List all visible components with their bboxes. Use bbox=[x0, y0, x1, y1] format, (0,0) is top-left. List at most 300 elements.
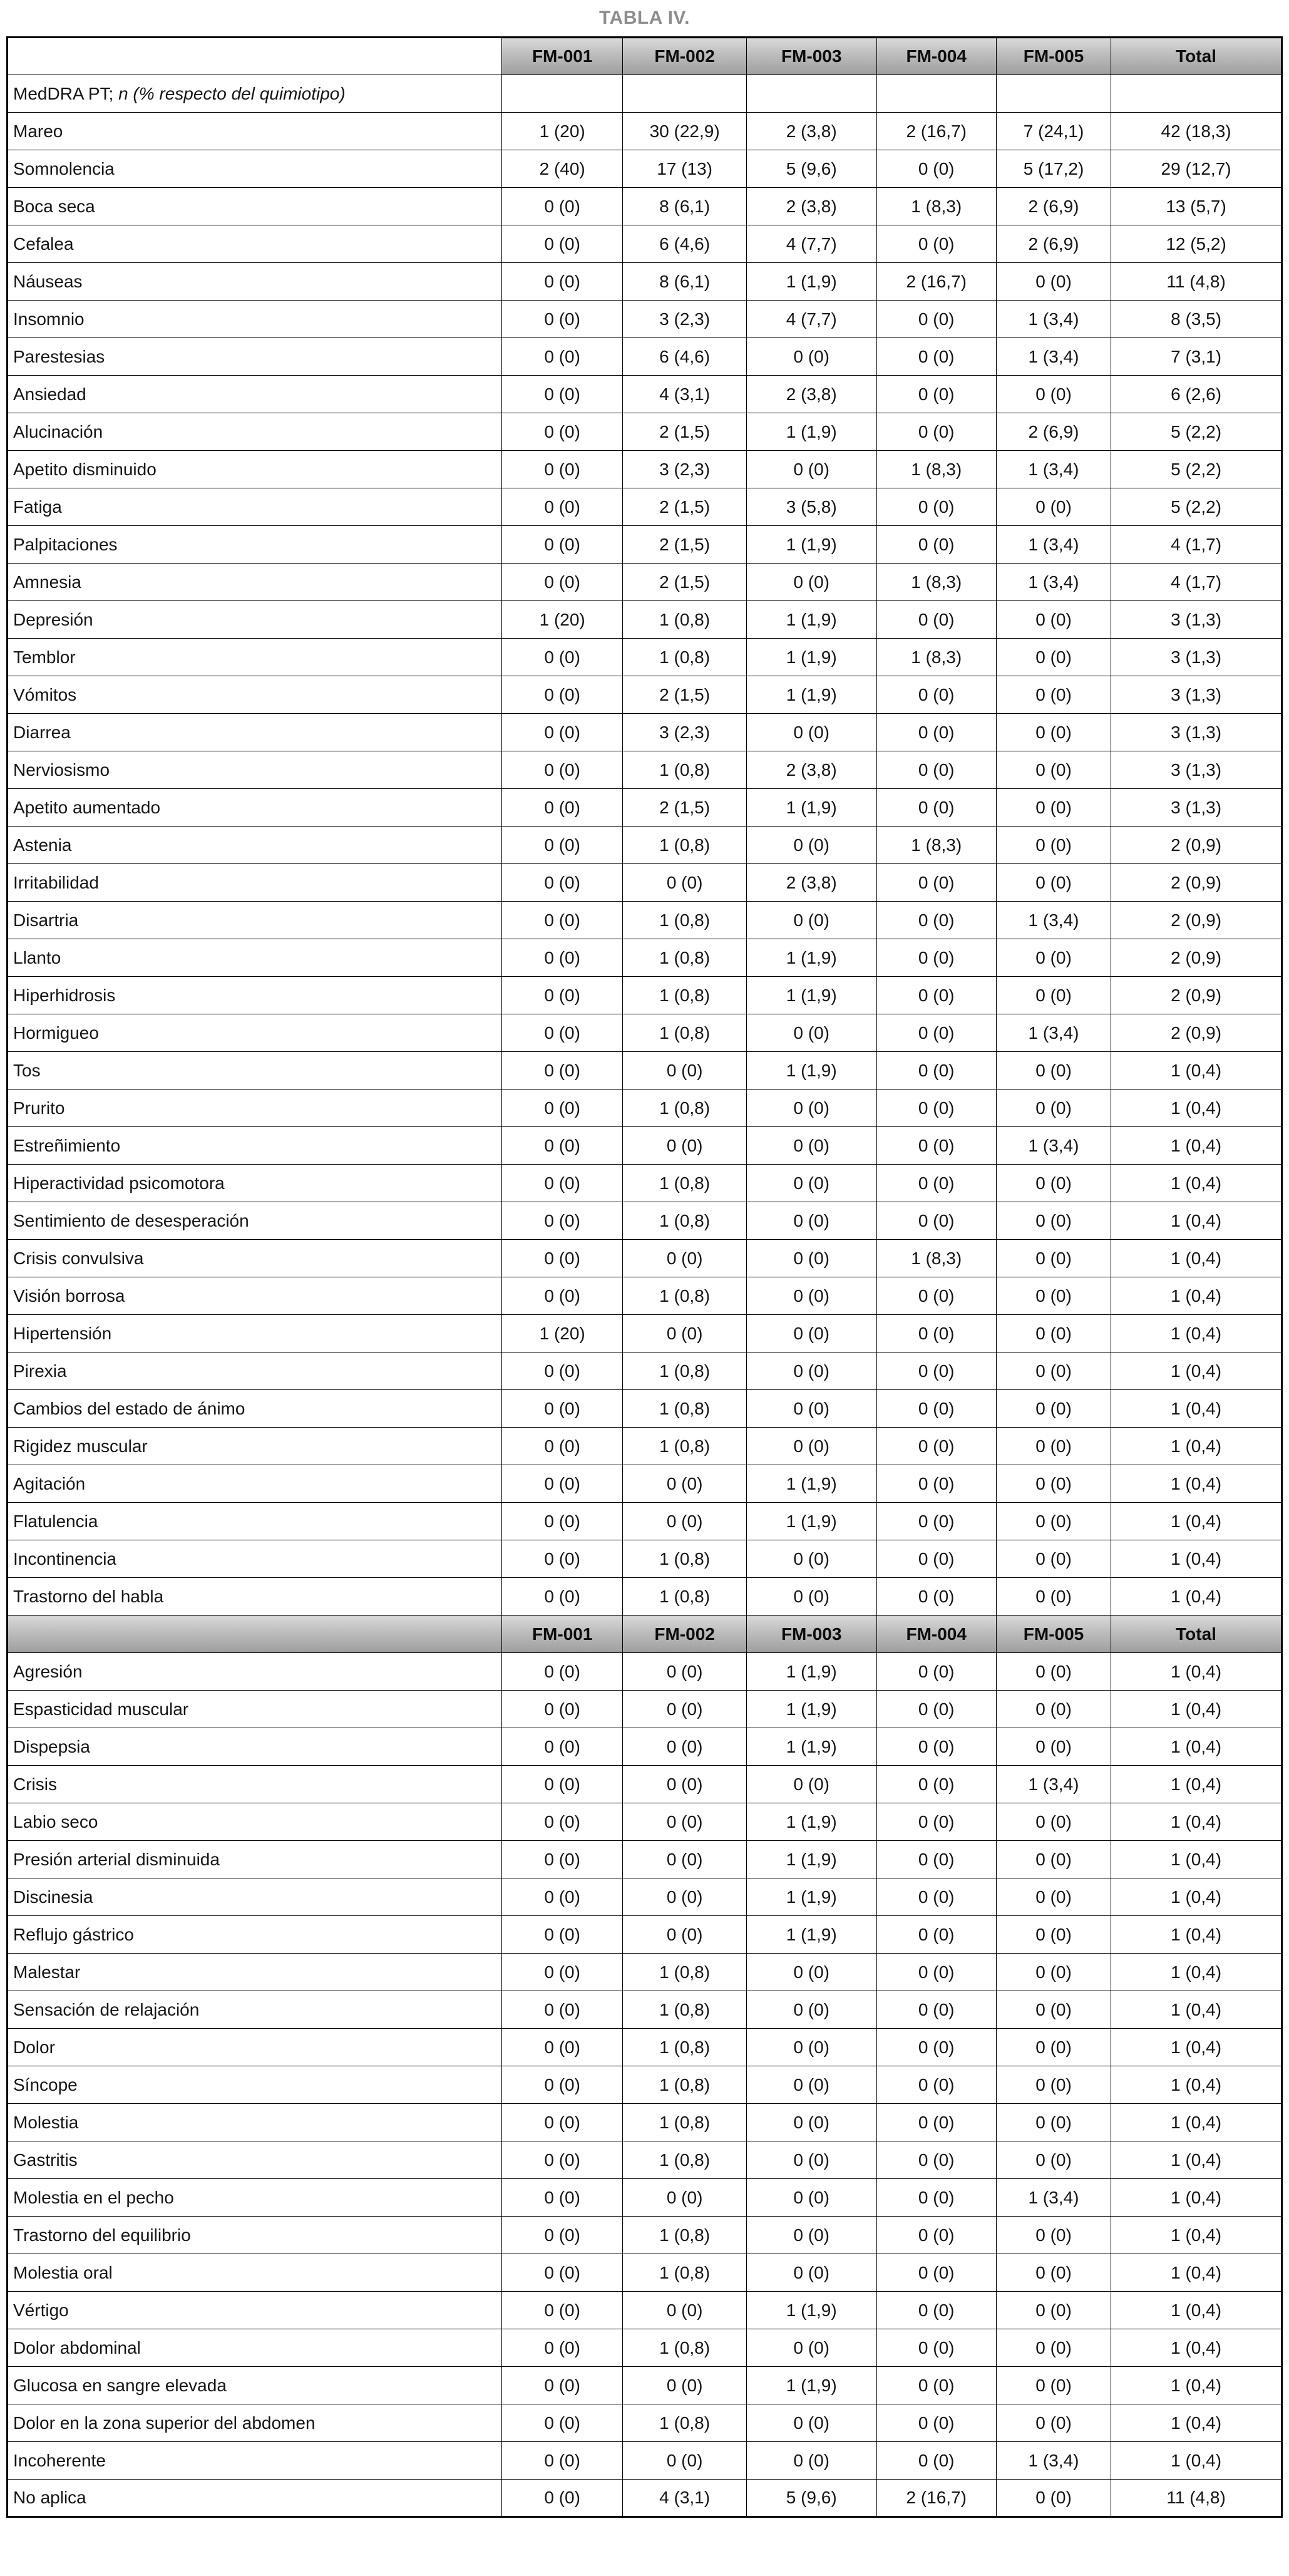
row-label: Labio seco bbox=[8, 1803, 502, 1841]
table-row bbox=[8, 2442, 1282, 2480]
subheader-plain-text: MedDRA PT; bbox=[13, 83, 114, 103]
cell-value: 0 (0) bbox=[876, 789, 996, 827]
cell-value: 12 (5,2) bbox=[1111, 225, 1282, 263]
cell-value: 1 (0,8) bbox=[623, 939, 746, 977]
corner-cell bbox=[8, 1615, 502, 1653]
cell-value: 1 (0,4) bbox=[1111, 2066, 1282, 2104]
cell-value: 4 (3,1) bbox=[623, 376, 746, 413]
row-label: Fatiga bbox=[8, 488, 502, 526]
cell-value: 0 (0) bbox=[746, 1127, 876, 1165]
table-row bbox=[8, 751, 1282, 789]
cell-value: 0 (0) bbox=[501, 1540, 622, 1578]
table-row bbox=[8, 564, 1282, 601]
cell-value: 1 (0,8) bbox=[623, 1991, 746, 2029]
cell-value: 0 (0) bbox=[876, 1315, 996, 1352]
table-row bbox=[8, 376, 1282, 413]
cell-value: 0 (0) bbox=[996, 488, 1111, 526]
cell-value: 0 (0) bbox=[996, 2141, 1111, 2179]
cell-value: 0 (0) bbox=[876, 1014, 996, 1052]
cell-value: 2 (0,9) bbox=[1111, 939, 1282, 977]
table-row bbox=[8, 1202, 1282, 1240]
cell-value: 0 (0) bbox=[501, 1352, 622, 1390]
cell-value: 0 (0) bbox=[501, 1578, 622, 1615]
cell-value: 5 (9,6) bbox=[746, 150, 876, 188]
table-row bbox=[8, 1240, 1282, 1277]
table-row bbox=[8, 639, 1282, 676]
cell-value: 1 (1,9) bbox=[746, 676, 876, 714]
cell-value: 2 (1,5) bbox=[623, 526, 746, 564]
cell-value: 0 (0) bbox=[876, 1954, 996, 1991]
cell-value: 0 (0) bbox=[996, 1390, 1111, 1428]
corner-cell bbox=[8, 38, 502, 75]
cell-value: 0 (0) bbox=[623, 1653, 746, 1691]
column-header-fm-005: FM-005 bbox=[996, 1615, 1111, 1653]
table-row bbox=[8, 1165, 1282, 1202]
cell-value: 1 (0,8) bbox=[623, 1954, 746, 1991]
cell-value: 0 (0) bbox=[501, 1390, 622, 1428]
cell-value: 1 (3,4) bbox=[996, 2179, 1111, 2217]
cell-value: 1 (3,4) bbox=[996, 451, 1111, 488]
cell-value: 3 (1,3) bbox=[1111, 714, 1282, 751]
table-row bbox=[8, 451, 1282, 488]
cell-value: 0 (0) bbox=[746, 1352, 876, 1390]
table-row bbox=[8, 526, 1282, 564]
cell-value: 8 (6,1) bbox=[623, 263, 746, 301]
table-row bbox=[8, 2029, 1282, 2066]
column-header-fm-002: FM-002 bbox=[623, 38, 746, 75]
cell-value: 2 (3,8) bbox=[746, 376, 876, 413]
row-label: Agitación bbox=[8, 1465, 502, 1503]
column-header-row bbox=[8, 1615, 1282, 1653]
cell-value: 0 (0) bbox=[746, 338, 876, 376]
cell-value: 6 (4,6) bbox=[623, 225, 746, 263]
row-label: Cefalea bbox=[8, 225, 502, 263]
cell-value: 1 (1,9) bbox=[746, 1465, 876, 1503]
table-row bbox=[8, 263, 1282, 301]
cell-value: 0 (0) bbox=[501, 1954, 622, 1991]
cell-value: 7 (3,1) bbox=[1111, 338, 1282, 376]
cell-value: 0 (0) bbox=[876, 2217, 996, 2254]
cell-value: 0 (0) bbox=[996, 827, 1111, 864]
row-label: Somnolencia bbox=[8, 150, 502, 188]
cell-value: 0 (0) bbox=[501, 564, 622, 601]
cell-value: 1 (8,3) bbox=[876, 827, 996, 864]
cell-value: 0 (0) bbox=[501, 225, 622, 263]
cell-value: 0 (0) bbox=[996, 1691, 1111, 1728]
cell-value: 1 (0,4) bbox=[1111, 1916, 1282, 1954]
cell-value: 0 (0) bbox=[746, 902, 876, 939]
cell-value: 0 (0) bbox=[501, 451, 622, 488]
cell-value: 0 (0) bbox=[501, 1090, 622, 1127]
cell-value: 2 (1,5) bbox=[623, 676, 746, 714]
row-label: Palpitaciones bbox=[8, 526, 502, 564]
cell-value: 1 (0,4) bbox=[1111, 2029, 1282, 2066]
cell-value: 1 (0,4) bbox=[1111, 1954, 1282, 1991]
cell-value: 0 (0) bbox=[876, 1390, 996, 1428]
cell-value: 0 (0) bbox=[876, 1803, 996, 1841]
cell-value: 0 (0) bbox=[501, 1916, 622, 1954]
cell-value: 1 (0,4) bbox=[1111, 1090, 1282, 1127]
cell-value: 1 (8,3) bbox=[876, 564, 996, 601]
cell-value: 1 (1,9) bbox=[746, 2367, 876, 2404]
cell-value: 1 (0,8) bbox=[623, 601, 746, 639]
row-label: Pirexia bbox=[8, 1352, 502, 1390]
cell-value: 1 (0,8) bbox=[623, 977, 746, 1014]
cell-value: 0 (0) bbox=[746, 714, 876, 751]
cell-value: 1 (3,4) bbox=[996, 1766, 1111, 1803]
cell-value: 17 (13) bbox=[623, 150, 746, 188]
cell-value: 2 (3,8) bbox=[746, 864, 876, 902]
cell-value: 0 (0) bbox=[746, 1240, 876, 1277]
cell-value: 0 (0) bbox=[501, 301, 622, 338]
cell-value: 0 (0) bbox=[996, 1428, 1111, 1465]
row-label: Náuseas bbox=[8, 263, 502, 301]
table-row bbox=[8, 2104, 1282, 2141]
row-label: Depresión bbox=[8, 601, 502, 639]
cell-value: 42 (18,3) bbox=[1111, 113, 1282, 150]
row-label: Dispepsia bbox=[8, 1728, 502, 1766]
cell-value: 2 (16,7) bbox=[876, 263, 996, 301]
cell-value: 0 (0) bbox=[876, 2292, 996, 2329]
column-header-total: Total bbox=[1111, 1615, 1282, 1653]
cell-value: 0 (0) bbox=[501, 1991, 622, 2029]
cell-value: 5 (2,2) bbox=[1111, 413, 1282, 451]
table-row bbox=[8, 1390, 1282, 1428]
row-label: Vómitos bbox=[8, 676, 502, 714]
row-label: Molestia oral bbox=[8, 2254, 502, 2292]
row-label: Ansiedad bbox=[8, 376, 502, 413]
cell-value: 0 (0) bbox=[996, 1916, 1111, 1954]
cell-value: 1 (1,9) bbox=[746, 1052, 876, 1090]
cell-value: 0 (0) bbox=[996, 751, 1111, 789]
cell-value: 0 (0) bbox=[746, 1277, 876, 1315]
cell-value: 0 (0) bbox=[876, 1653, 996, 1691]
row-label: Agresión bbox=[8, 1653, 502, 1691]
row-label: Incoherente bbox=[8, 2442, 502, 2480]
cell-value: 0 (0) bbox=[876, 1540, 996, 1578]
cell-value: 0 (0) bbox=[996, 1578, 1111, 1615]
cell-value: 0 (0) bbox=[996, 1653, 1111, 1691]
cell-value: 0 (0) bbox=[876, 601, 996, 639]
row-label: Gastritis bbox=[8, 2141, 502, 2179]
table-row bbox=[8, 488, 1282, 526]
table-row bbox=[8, 714, 1282, 751]
cell-value: 0 (0) bbox=[501, 864, 622, 902]
column-header-fm-003: FM-003 bbox=[746, 1615, 876, 1653]
cell-value: 1 (0,8) bbox=[623, 1202, 746, 1240]
cell-value: 1 (0,4) bbox=[1111, 1428, 1282, 1465]
row-label: Astenia bbox=[8, 827, 502, 864]
cell-value: 2 (0,9) bbox=[1111, 902, 1282, 939]
cell-value: 1 (1,9) bbox=[746, 1728, 876, 1766]
cell-value: 2 (0,9) bbox=[1111, 864, 1282, 902]
cell-value: 0 (0) bbox=[876, 1277, 996, 1315]
cell-value: 0 (0) bbox=[501, 338, 622, 376]
table-row bbox=[8, 1653, 1282, 1691]
cell-value: 1 (0,4) bbox=[1111, 1728, 1282, 1766]
table-row bbox=[8, 188, 1282, 225]
cell-value: 0 (0) bbox=[876, 2029, 996, 2066]
cell-value: 0 (0) bbox=[501, 2104, 622, 2141]
cell-value: 0 (0) bbox=[501, 902, 622, 939]
table-row bbox=[8, 338, 1282, 376]
cell-value: 2 (1,5) bbox=[623, 564, 746, 601]
cell-value: 1 (3,4) bbox=[996, 564, 1111, 601]
cell-value: 1 (0,4) bbox=[1111, 2104, 1282, 2141]
cell-value: 1 (1,9) bbox=[746, 526, 876, 564]
row-label: Cambios del estado de ánimo bbox=[8, 1390, 502, 1428]
cell-value: 0 (0) bbox=[876, 2329, 996, 2367]
table-row bbox=[8, 1052, 1282, 1090]
table-row bbox=[8, 1878, 1282, 1916]
cell-value: 3 (2,3) bbox=[623, 451, 746, 488]
cell-value: 1 (0,8) bbox=[623, 1090, 746, 1127]
cell-value: 1 (0,8) bbox=[623, 751, 746, 789]
cell-value: 0 (0) bbox=[876, 2104, 996, 2141]
cell-value: 2 (6,9) bbox=[996, 225, 1111, 263]
cell-value: 0 (0) bbox=[501, 1165, 622, 1202]
table-row bbox=[8, 1803, 1282, 1841]
row-label: Alucinación bbox=[8, 413, 502, 451]
cell-value: 1 (0,4) bbox=[1111, 1803, 1282, 1841]
cell-value: 1 (3,4) bbox=[996, 1127, 1111, 1165]
cell-value: 0 (0) bbox=[501, 1878, 622, 1916]
cell-value: 0 (0) bbox=[996, 1954, 1111, 1991]
cell-value: 0 (0) bbox=[996, 1728, 1111, 1766]
row-label: Molestia bbox=[8, 2104, 502, 2141]
cell-value: 0 (0) bbox=[501, 1240, 622, 1277]
cell-value: 5 (2,2) bbox=[1111, 451, 1282, 488]
cell-value: 30 (22,9) bbox=[623, 113, 746, 150]
table-row bbox=[8, 113, 1282, 150]
cell-value: 11 (4,8) bbox=[1111, 2480, 1282, 2517]
cell-value: 0 (0) bbox=[501, 1428, 622, 1465]
cell-value: 3 (1,3) bbox=[1111, 751, 1282, 789]
cell-value: 4 (7,7) bbox=[746, 225, 876, 263]
cell-value: 0 (0) bbox=[876, 1428, 996, 1465]
cell-value: 0 (0) bbox=[996, 1465, 1111, 1503]
cell-value: 1 (1,9) bbox=[746, 1841, 876, 1878]
cell-value: 2 (6,9) bbox=[996, 413, 1111, 451]
table-row bbox=[8, 2066, 1282, 2104]
cell-value: 0 (0) bbox=[876, 1578, 996, 1615]
cell-value: 5 (9,6) bbox=[746, 2480, 876, 2517]
cell-value: 1 (1,9) bbox=[746, 1691, 876, 1728]
row-label: Insomnio bbox=[8, 301, 502, 338]
cell-value: 0 (0) bbox=[876, 1127, 996, 1165]
column-header-fm-002: FM-002 bbox=[623, 1615, 746, 1653]
cell-value: 0 (0) bbox=[996, 1240, 1111, 1277]
cell-value: 0 (0) bbox=[501, 1766, 622, 1803]
cell-value: 1 (0,8) bbox=[623, 2141, 746, 2179]
cell-value: 1 (0,4) bbox=[1111, 1127, 1282, 1165]
cell-value: 2 (0,9) bbox=[1111, 1014, 1282, 1052]
cell-value: 0 (0) bbox=[501, 1691, 622, 1728]
table-row bbox=[8, 977, 1282, 1014]
cell-value: 1 (3,4) bbox=[996, 301, 1111, 338]
row-label: Glucosa en sangre elevada bbox=[8, 2367, 502, 2404]
cell-value: 0 (0) bbox=[996, 639, 1111, 676]
cell-value: 1 (0,4) bbox=[1111, 1352, 1282, 1390]
table-row bbox=[8, 1352, 1282, 1390]
table-row bbox=[8, 1916, 1282, 1954]
table-row bbox=[8, 301, 1282, 338]
cell-value: 2 (0,9) bbox=[1111, 977, 1282, 1014]
cell-value: 5 (17,2) bbox=[996, 150, 1111, 188]
cell-value: 0 (0) bbox=[876, 2179, 996, 2217]
row-label: Rigidez muscular bbox=[8, 1428, 502, 1465]
column-header-total: Total bbox=[1111, 38, 1282, 75]
cell-value: 0 (0) bbox=[876, 939, 996, 977]
cell-value: 2 (0,9) bbox=[1111, 827, 1282, 864]
cell-value: 0 (0) bbox=[501, 2442, 622, 2480]
cell-value: 1 (0,4) bbox=[1111, 1277, 1282, 1315]
row-label: Trastorno del habla bbox=[8, 1578, 502, 1615]
cell-value: 1 (1,9) bbox=[746, 639, 876, 676]
cell-value: 2 (6,9) bbox=[996, 188, 1111, 225]
cell-value: 1 (0,4) bbox=[1111, 2254, 1282, 2292]
table-row bbox=[8, 1465, 1282, 1503]
cell-value: 1 (1,9) bbox=[746, 1878, 876, 1916]
cell-value: 0 (0) bbox=[746, 451, 876, 488]
row-label: Dolor abdominal bbox=[8, 2329, 502, 2367]
cell-value: 1 (0,4) bbox=[1111, 2217, 1282, 2254]
cell-value: 0 (0) bbox=[996, 2254, 1111, 2292]
cell-value: 0 (0) bbox=[876, 1352, 996, 1390]
cell-value: 0 (0) bbox=[501, 2217, 622, 2254]
column-header-fm-003: FM-003 bbox=[746, 38, 876, 75]
cell-value: 0 (0) bbox=[876, 1766, 996, 1803]
row-label: Irritabilidad bbox=[8, 864, 502, 902]
table-row bbox=[8, 1090, 1282, 1127]
cell-value: 0 (0) bbox=[746, 2254, 876, 2292]
cell-value: 0 (0) bbox=[746, 2066, 876, 2104]
cell-value: 0 (0) bbox=[876, 376, 996, 413]
cell-value: 0 (0) bbox=[501, 714, 622, 751]
subheader-italic-text: n (% respecto del quimiotipo) bbox=[118, 83, 346, 103]
cell-value: 29 (12,7) bbox=[1111, 150, 1282, 188]
cell-value: 0 (0) bbox=[746, 1090, 876, 1127]
cell-value: 1 (1,9) bbox=[746, 789, 876, 827]
cell-value: 0 (0) bbox=[876, 1165, 996, 1202]
table-row bbox=[8, 1315, 1282, 1352]
cell-value: 0 (0) bbox=[623, 1240, 746, 1277]
cell-value: 0 (0) bbox=[876, 864, 996, 902]
cell-value: 0 (0) bbox=[623, 1315, 746, 1352]
cell-value: 0 (0) bbox=[876, 413, 996, 451]
cell-value: 1 (0,4) bbox=[1111, 1240, 1282, 1277]
cell-value: 1 (0,4) bbox=[1111, 1165, 1282, 1202]
column-header-fm-004: FM-004 bbox=[876, 1615, 996, 1653]
row-label: Flatulencia bbox=[8, 1503, 502, 1540]
cell-value: 2 (3,8) bbox=[746, 113, 876, 150]
cell-value: 4 (1,7) bbox=[1111, 564, 1282, 601]
cell-value: 0 (0) bbox=[623, 2179, 746, 2217]
row-label: Disartria bbox=[8, 902, 502, 939]
cell-value: 0 (0) bbox=[996, 977, 1111, 1014]
cell-value: 0 (0) bbox=[876, 1916, 996, 1954]
cell-value: 0 (0) bbox=[746, 1766, 876, 1803]
cell-value: 0 (0) bbox=[996, 2066, 1111, 2104]
cell-value: 1 (0,4) bbox=[1111, 2367, 1282, 2404]
cell-value: 0 (0) bbox=[746, 2442, 876, 2480]
cell-value: 0 (0) bbox=[876, 2404, 996, 2442]
table-row bbox=[8, 864, 1282, 902]
cell-value: 0 (0) bbox=[501, 977, 622, 1014]
cell-value: 0 (0) bbox=[746, 2104, 876, 2141]
cell-value: 0 (0) bbox=[996, 1540, 1111, 1578]
table-row bbox=[8, 2254, 1282, 2292]
cell-value: 0 (0) bbox=[501, 263, 622, 301]
cell-value: 1 (0,4) bbox=[1111, 1315, 1282, 1352]
cell-value: 1 (8,3) bbox=[876, 1240, 996, 1277]
row-label: Dolor bbox=[8, 2029, 502, 2066]
cell-value: 6 (4,6) bbox=[623, 338, 746, 376]
cell-value: 0 (0) bbox=[876, 1465, 996, 1503]
cell-value: 0 (0) bbox=[876, 2442, 996, 2480]
cell-value: 0 (0) bbox=[623, 1465, 746, 1503]
table-row bbox=[8, 789, 1282, 827]
cell-value: 0 (0) bbox=[501, 1202, 622, 1240]
cell-value: 0 (0) bbox=[996, 1315, 1111, 1352]
subheader-row bbox=[8, 75, 1282, 113]
cell-value: 0 (0) bbox=[501, 676, 622, 714]
cell-value: 0 (0) bbox=[996, 2292, 1111, 2329]
cell-value: 0 (0) bbox=[996, 714, 1111, 751]
cell-value: 1 (0,8) bbox=[623, 1540, 746, 1578]
cell-value: 1 (8,3) bbox=[876, 639, 996, 676]
cell-value: 1 (0,4) bbox=[1111, 1540, 1282, 1578]
cell-value: 1 (0,4) bbox=[1111, 2141, 1282, 2179]
cell-value: 0 (0) bbox=[996, 1841, 1111, 1878]
cell-value: 0 (0) bbox=[876, 1202, 996, 1240]
cell-value: 1 (3,4) bbox=[996, 526, 1111, 564]
cell-value: 1 (0,4) bbox=[1111, 1991, 1282, 2029]
cell-value: 0 (0) bbox=[746, 1428, 876, 1465]
cell-value: 7 (24,1) bbox=[996, 113, 1111, 150]
table-row bbox=[8, 601, 1282, 639]
cell-value: 0 (0) bbox=[876, 1841, 996, 1878]
cell-value: 4 (3,1) bbox=[623, 2480, 746, 2517]
cell-value: 0 (0) bbox=[501, 1127, 622, 1165]
table-row bbox=[8, 2141, 1282, 2179]
cell-value: 0 (0) bbox=[623, 1503, 746, 1540]
cell-value: 1 (0,4) bbox=[1111, 1578, 1282, 1615]
table-body bbox=[8, 38, 1282, 2517]
cell-value: 0 (0) bbox=[876, 526, 996, 564]
table-row bbox=[8, 1991, 1282, 2029]
table-row bbox=[8, 2179, 1282, 2217]
cell-value: 0 (0) bbox=[996, 1277, 1111, 1315]
empty-cell bbox=[501, 75, 622, 113]
cell-value: 2 (1,5) bbox=[623, 488, 746, 526]
cell-value: 1 (1,9) bbox=[746, 1803, 876, 1841]
table-row bbox=[8, 2292, 1282, 2329]
cell-value: 0 (0) bbox=[876, 1691, 996, 1728]
cell-value: 1 (3,4) bbox=[996, 338, 1111, 376]
cell-value: 0 (0) bbox=[996, 1878, 1111, 1916]
cell-value: 1 (1,9) bbox=[746, 977, 876, 1014]
row-label: Diarrea bbox=[8, 714, 502, 751]
cell-value: 0 (0) bbox=[996, 676, 1111, 714]
cell-value: 0 (0) bbox=[876, 1728, 996, 1766]
table-title: TABLA IV. bbox=[598, 8, 691, 28]
cell-value: 1 (0,4) bbox=[1111, 1878, 1282, 1916]
cell-value: 1 (0,4) bbox=[1111, 1390, 1282, 1428]
cell-value: 0 (0) bbox=[996, 1090, 1111, 1127]
table-row bbox=[8, 1277, 1282, 1315]
cell-value: 0 (0) bbox=[876, 2141, 996, 2179]
